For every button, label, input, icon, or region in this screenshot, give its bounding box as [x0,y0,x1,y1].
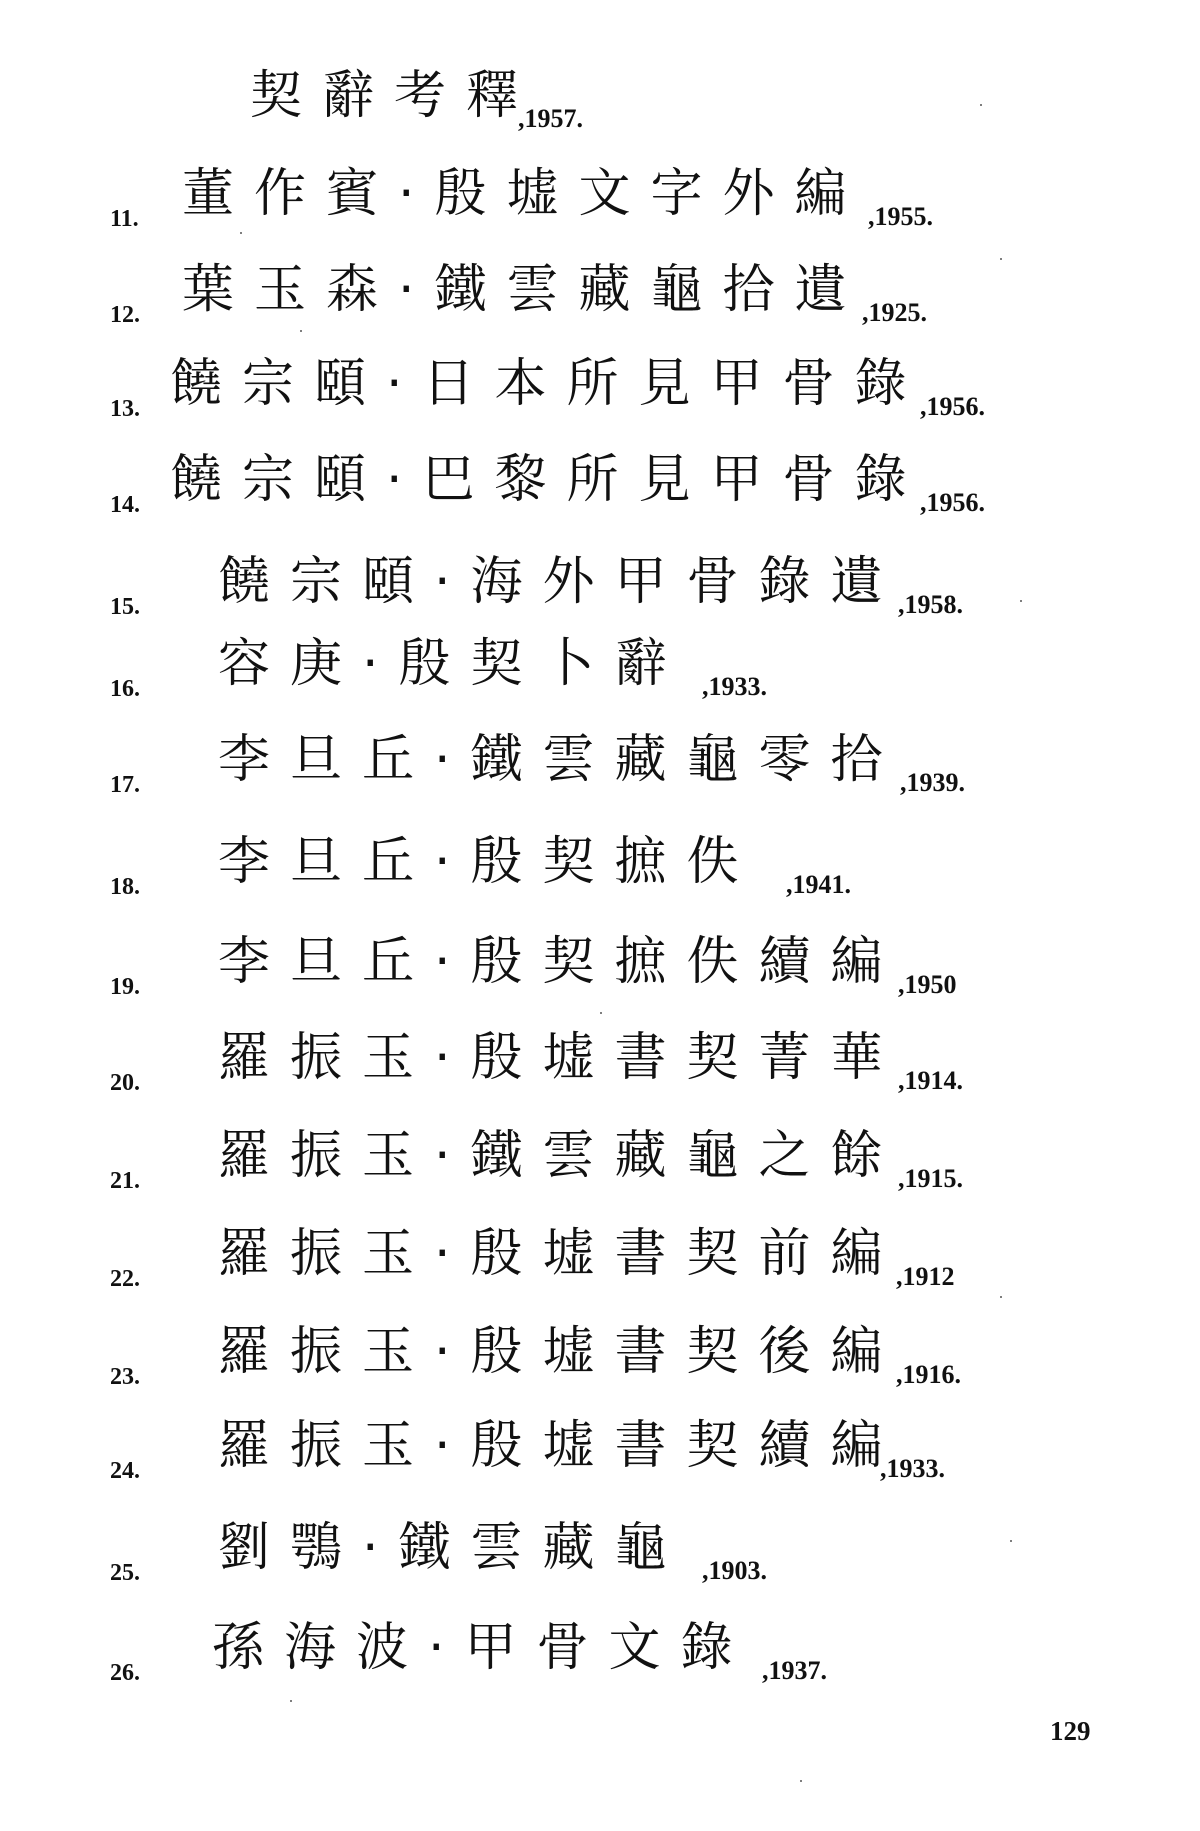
scan-speck [600,1012,602,1014]
entry-title: 契辭考釋 [250,66,539,126]
entry-title: 羅振玉·殷墟書契續編 [218,1416,903,1476]
entry-title: 葉玉森·鐵雲藏龜拾遺 [182,260,867,320]
entry-number: 21. [110,1168,140,1194]
entry-year: ,1933. [702,672,767,701]
scan-speck [300,330,302,332]
entry-year: ,1914. [898,1066,963,1095]
scan-speck [290,1700,292,1702]
scan-speck [800,1780,802,1782]
entry-title: 董作賓·殷墟文字外編 [182,164,867,224]
entry-year: ,1941. [786,870,851,899]
entry-number: 22. [110,1266,140,1292]
entry-title: 羅振玉·殷墟書契前編 [218,1224,903,1284]
entry-number: 19. [110,974,140,1000]
entry-year: ,1912 [896,1262,955,1291]
entry-number: 16. [110,676,140,702]
entry-title: 羅振玉·鐵雲藏龜之餘 [218,1126,903,1186]
scan-speck [1010,1540,1012,1542]
entry-year: ,1958. [898,590,963,619]
scan-speck [1000,258,1002,260]
entry-year: ,1916. [896,1360,961,1389]
entry-year: ,1925. [862,298,927,327]
entry-number: 18. [110,874,140,900]
entry-title: 羅振玉·殷墟書契菁華 [218,1028,903,1088]
page-number: 129 [1050,1716,1091,1746]
entry-year: ,1915. [898,1164,963,1193]
entry-title: 李旦丘·殷契摭佚 [218,832,759,892]
entry-title: 李旦丘·殷契摭佚續編 [218,932,903,992]
entry-year: ,1903. [702,1556,767,1585]
scan-speck [980,104,982,106]
entry-number: 15. [110,594,140,620]
entry-year: ,1956. [920,488,985,517]
scan-speck [1020,600,1022,602]
entry-title: 饒宗頤·海外甲骨錄遺 [218,552,903,612]
entry-year: ,1937. [762,1656,827,1685]
entry-year: ,1939. [900,768,965,797]
entry-year: ,1933. [880,1454,945,1483]
entry-number: 12. [110,302,140,328]
entry-title: 李旦丘·鐵雲藏龜零拾 [218,730,903,790]
scan-speck [240,232,242,234]
entry-year: ,1957. [518,104,583,133]
entry-number: 26. [110,1660,140,1686]
entry-title: 饒宗頤·巴黎所見甲骨錄 [170,450,927,510]
entry-title: 劉鶚·鐵雲藏龜 [218,1518,687,1578]
entry-title: 饒宗頤·日本所見甲骨錄 [170,354,927,414]
entry-number: 17. [110,772,140,798]
entry-number: 20. [110,1070,140,1096]
entry-number: 25. [110,1560,140,1586]
entry-year: ,1956. [920,392,985,421]
entry-number: 23. [110,1364,140,1390]
entry-year: ,1955. [868,202,933,231]
entry-number: 11. [110,206,139,232]
entry-number: 24. [110,1458,140,1484]
entry-year: ,1950 [898,970,957,999]
entry-title: 羅振玉·殷墟書契後編 [218,1322,903,1382]
entry-title: 孫海波·甲骨文錄 [212,1618,753,1678]
entry-number: 13. [110,396,140,422]
scan-speck [1000,1296,1002,1298]
entry-title: 容庚·殷契卜辭 [218,634,687,694]
entry-number: 14. [110,492,140,518]
